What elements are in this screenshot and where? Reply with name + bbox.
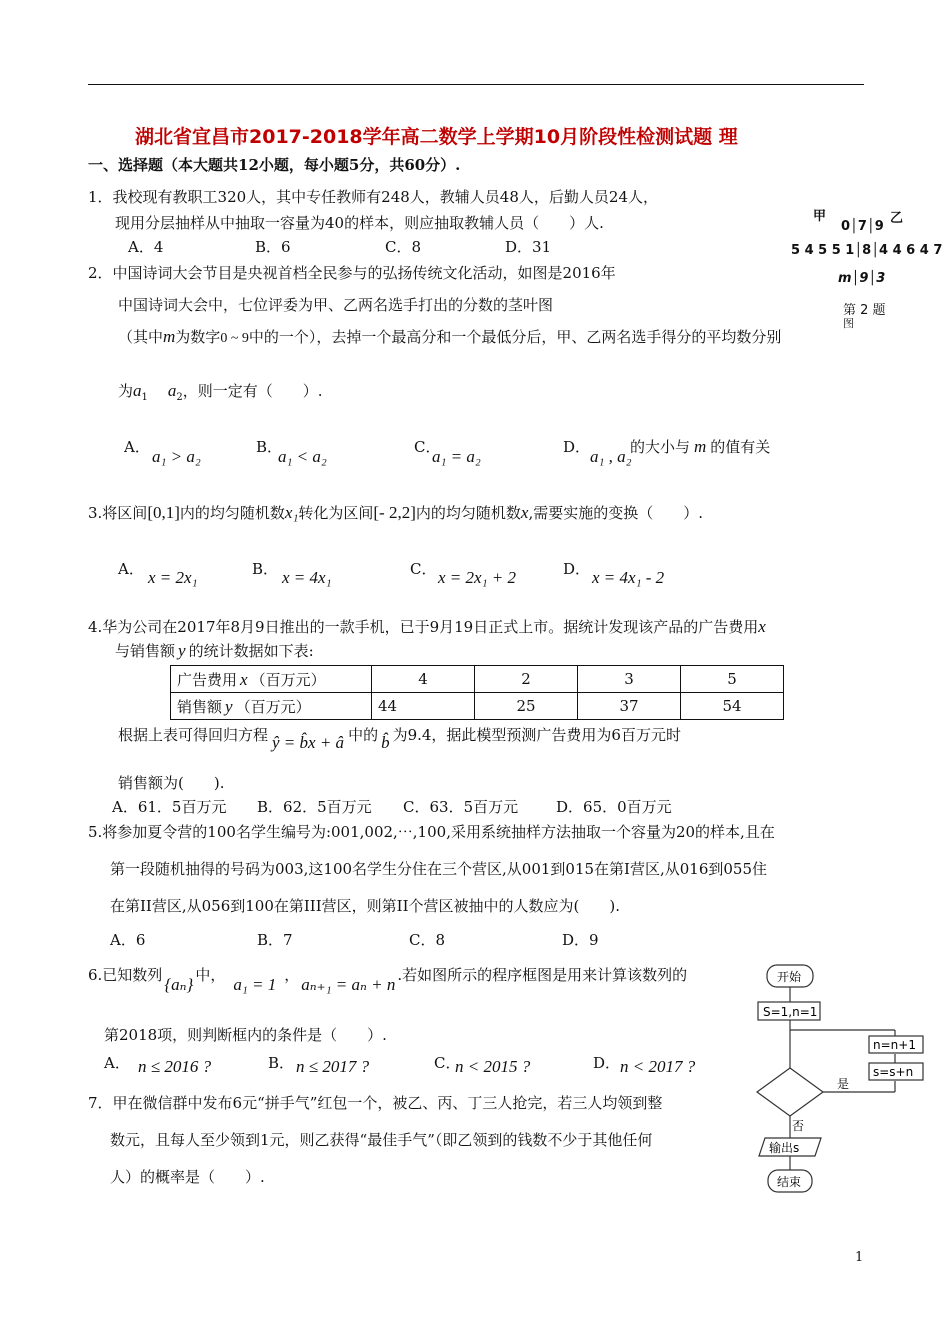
q4-option-c: C．63．5百万元 [403,798,519,816]
table-row-label [171,693,372,720]
q1-option-d: D．31 [505,238,552,256]
flow-init-label: S=1,n=1 [763,1005,818,1019]
q2-option-b-label: B． [256,438,283,456]
q6-option-d: n < 2017 ? [620,1057,696,1076]
q6-mid-2: ， [284,966,300,984]
q2-a2-var: a [167,381,177,400]
q6-prefix: 6.已知数列 [88,966,163,984]
q2-option-d-text-2: 的值有关 [710,438,771,456]
q2-option-d-text-1: 的大小与 [630,438,691,456]
q1-option-b: B．6 [255,238,291,256]
q3-interval-1: [0,1] [147,503,180,522]
q4-line2-text-a: 与销售额 [115,642,176,660]
data-table [170,665,784,720]
q6-stem [88,964,688,994]
q2-option-c: a₁ = a₂ [432,447,481,466]
q2-option-d: a₁ , a₂ [590,447,632,466]
q4-line3 [118,724,681,752]
q1-line2: 现用分层抽样从中抽取一容量为40的样本，则应抽取教辅人员（ ）人. [115,214,604,232]
q5-line1: 5.将参加夏令营的100名学生编号为:001,002,⋯,100,采用系统抽样方法抽取一个容量为20的样本,且在 [88,823,775,841]
q4-x-var: x [758,617,766,636]
table-cell: 5 [681,666,784,693]
q6-option-d-label: D． [593,1054,621,1072]
q4-line1 [88,616,766,637]
q2-option-a-label: A． [124,438,150,456]
q6-option-a-label: A． [104,1054,130,1072]
q3-end: ,需要实施的变换（ ）. [528,504,703,522]
q6-sequence: {aₙ} [164,975,194,994]
q3-mid-2: 转化为区间 [298,504,374,522]
q7-line1: 7．甲在微信群中发布6元“拼手气”红包一个，被乙、丙、丁三人抢完，若三人均领到整 [88,1094,663,1112]
table-cell: 54 [681,693,784,720]
row2-label-a: 销售额 [177,697,223,716]
q4-option-d: D．65．0百万元 [556,798,672,816]
q2-option-d-m: m [694,437,707,456]
table-row-label [171,666,372,693]
q3-option-b-label: B． [252,560,279,578]
q2-option-b: a₁ < a₂ [278,447,327,466]
table-row [171,693,784,720]
stemleaf-row-1: 0│7│9 [841,219,884,234]
q2-line4 [118,380,323,403]
q1-option-a: A．4 [128,238,164,256]
q3-option-b: x = 4x₁ [282,568,332,587]
q3-x1: x₁ [284,503,299,522]
q6-option-c: n < 2015 ? [455,1057,531,1076]
q4-line2-text-b: 的统计数据如下表: [188,642,314,660]
q4-line3-text-a: 根据上表可得回归方程 [118,726,269,744]
q3-option-a-label: A． [118,560,144,578]
q2-option-d-text [630,436,770,457]
q2-option-d-label: D． [563,438,591,456]
q2-m-var: m [163,327,176,346]
q2-line3-text-b: 为数字 [175,328,221,346]
table-cell: 25 [475,693,578,720]
q4-line4: 销售额为( ). [118,774,225,792]
flow-decision-diamond [757,1068,823,1116]
q2-line4-text-a: 为 [118,382,134,400]
flow-update-n-label: n=n+1 [873,1038,916,1052]
q3-option-a: x = 2x₁ [148,568,198,587]
stem-leaf-figure [791,205,943,330]
q6-option-b-label: B． [268,1054,295,1072]
q4-bhat: b̂ [381,733,390,752]
q3-interval-2: [- 2,2] [373,503,416,522]
q1-option-c: C．8 [385,238,422,256]
table-cell: 37 [578,693,681,720]
flow-end-label: 结束 [777,1175,802,1189]
flow-no-label: 否 [792,1119,805,1133]
q2-option-a: a₁ > a₂ [152,447,201,466]
q6-end: .若如图所示的程序框图是用来计算该数列的 [397,966,688,984]
row2-label-b: （百万元） [235,697,311,716]
stemleaf-yi-label: 乙 [890,211,904,226]
q5-option-a: A．6 [110,931,146,949]
q7-line3: 人）的概率是（ ）. [110,1168,265,1186]
q5-option-b: B．7 [257,931,293,949]
q3-option-d-label: D． [563,560,591,578]
q6-cond-1: a₁ = 1 [233,975,277,994]
q3-stem [88,502,703,523]
table-row [171,666,784,693]
q6-option-a: n ≤ 2016 ? [138,1057,212,1076]
q4-equation: ŷ = b̂x + â [272,733,345,752]
row1-label-x: x [240,669,248,689]
stemleaf-caption: 第 2 题 [843,303,886,318]
q5-line3: 在第II营区,从056到100在第III营区，则第II个营区被抽中的人数应为( ). [110,897,620,915]
q6-cond-2: aₙ₊₁ = aₙ + n [301,975,396,994]
q4-option-a: A．61．5百万元 [112,798,227,816]
table-cell: 3 [578,666,681,693]
q2-line3-text-c: 中的一个），去掉一个最高分和一个最低分后，甲、乙两名选手得分的平均数分别 [248,328,782,346]
q2-line4-text-b: ，则一定有（ ）. [182,382,323,400]
q3-option-c: x = 2x₁ + 2 [438,568,516,587]
flow-output-label: 输出s [769,1141,800,1155]
stemleaf-row-2: 5 4 5 5 1│8│4 4 6 4 7 [791,243,943,258]
flow-update-s-label: s=s+n [873,1065,914,1079]
q2-range: 0 ~ 9 [220,331,249,346]
q6-option-c-label: C． [434,1054,461,1072]
page-title: 湖北省宜昌市2017-2018学年高二数学上学期10月阶段性检测试题 理 [135,126,738,148]
q2-a2-sub: 2 [176,392,183,403]
q5-line2: 第一段随机抽得的号码为003,这100名学生分住在三个营区,从001到015在第I营区,从016到055住 [110,860,768,878]
table-cell: 2 [475,666,578,693]
flow-yes-label: 是 [837,1077,850,1091]
q2-line2: 中国诗词大会中，七位评委为甲、乙两名选手打出的分数的茎叶图 [118,296,554,314]
q3-mid-3: 内的均匀随机数 [415,504,521,522]
q6-line2: 第2018项，则判断框内的条件是（ ）. [104,1026,387,1044]
section-heading: 一、选择题（本大题共12小题，每小题5分，共60分）. [88,156,461,174]
q6-option-b: n ≤ 2017 ? [296,1057,370,1076]
row1-label-b: （百万元） [250,670,326,689]
row2-label-y: y [225,696,233,716]
stemleaf-row-3: m│9│3 [838,271,886,286]
q3-prefix: 3.将区间 [88,504,148,522]
q2-a1-var: a [133,381,142,400]
q3-mid-1: 内的均匀随机数 [179,504,285,522]
table-cell: 44 [372,693,475,720]
q2-line3-text-a: （其中 [118,328,164,346]
q4-line3-text-b: 中的 [348,726,379,744]
q4-line1-text: 4.华为公司在2017年8月9日推出的一款手机，已于9月19日正式上市。据统计发现该产品的广告费用 [88,618,759,636]
row1-label-a: 广告费用 [177,670,238,689]
header-rule [88,84,864,85]
q6-mid-1: 中， [195,966,226,984]
q7-line2: 数元，且每人至少领到1元，则乙获得“最佳手气”（即乙领到的钱数不少于其他任何 [110,1131,653,1149]
q4-line3-text-c: 为9.4，据此模型预测广告费用为6百万元时 [392,726,681,744]
table-cell: 4 [372,666,475,693]
q4-y-var: y [178,641,186,660]
q4-option-b: B．62．5百万元 [257,798,372,816]
q2-a1-sub: 1 [141,392,148,403]
q5-option-c: C．8 [409,931,446,949]
page-number: 1 [855,1250,864,1265]
flowchart [755,962,925,1198]
flowchart-svg [755,962,925,1198]
q2-line1: 2．中国诗词大会节目是央视首档全民参与的弘扬传统文化活动，如图是2016年 [88,264,616,282]
q1-line1: 1．我校现有教职工320人，其中专任教师有248人，教辅人员48人，后勤人员24人， [88,188,658,206]
stemleaf-jia-label: 甲 [813,209,827,224]
q3-x: x [520,503,529,522]
q5-option-d: D．9 [562,931,599,949]
stemleaf-caption-2: 图 [843,317,854,330]
q4-line2 [115,640,314,661]
flow-start-label: 开始 [777,970,802,984]
q3-option-c-label: C． [410,560,437,578]
q3-option-d: x = 4x₁ - 2 [592,568,665,587]
q2-option-c-label: C． [414,438,441,456]
q2-line3 [118,326,781,347]
